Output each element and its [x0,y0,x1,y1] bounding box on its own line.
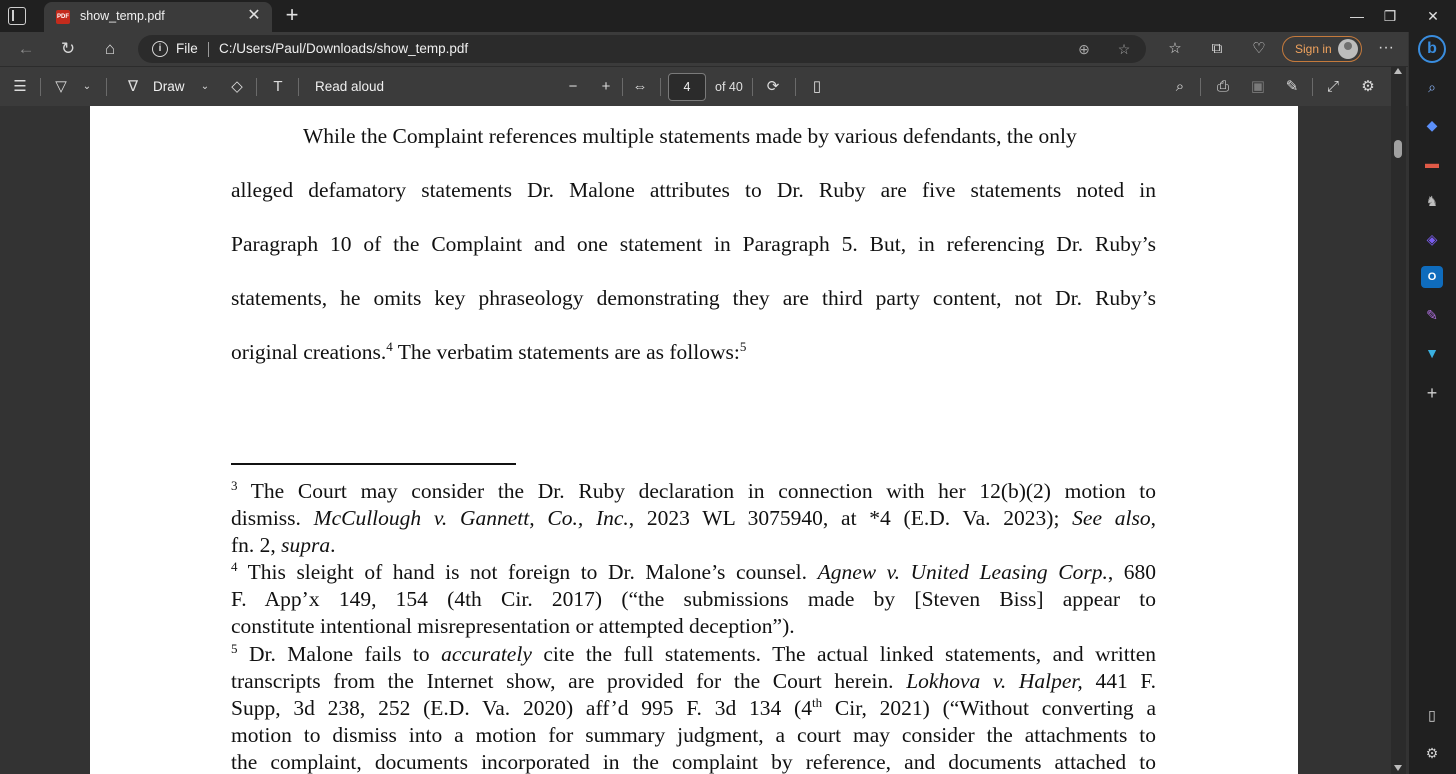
emphasis-text: accurately [441,642,532,666]
divider [256,78,257,96]
chevron-down-icon[interactable]: ⌄ [82,81,92,92]
favorites-icon[interactable]: ☆ [1168,40,1182,57]
close-tab-icon[interactable]: ✕ [247,7,261,24]
draw-button[interactable]: Draw [153,79,185,94]
vertical-scrollbar[interactable] [1391,66,1406,774]
pdf-page [90,106,1298,774]
body-text: original creations. [231,340,387,364]
performance-icon[interactable]: ♡ [1252,40,1266,57]
footnote-line [231,505,1156,532]
footnote-line [231,668,1156,695]
body-line: statements, he omits key phraseology demonstrating they are third party content, not Dr. Ruby’s [231,286,1156,310]
sign-in-button[interactable] [1282,36,1362,62]
tab-show-temp[interactable] [44,2,272,32]
body-line: alleged defamatory statements Dr. Malone attributes to Dr. Ruby are five statements noted in [231,178,1156,202]
save-as-icon[interactable]: ✎ [1285,78,1299,95]
footnote-number: 4 [231,559,238,574]
divider [40,78,41,96]
footnote-text: dismiss. [231,506,314,530]
rotate-icon[interactable]: ⟳ [766,78,780,95]
address-toolbar [0,32,1408,66]
divider [795,78,796,96]
case-citation: Lokhova v. Halper, [906,669,1083,693]
body-line: While the Complaint references multiple statements made by various defendants, the only [303,124,1077,148]
footnote-line: the complaint, documents incorporated in the complaint by reference, and documents attached to [231,750,1156,774]
info-icon[interactable]: i [152,41,168,57]
footnote-text: Cir, 2021) (“Without converting a [822,696,1156,720]
favorite-star-icon[interactable]: ☆ [1117,41,1131,57]
title-bar [0,0,1456,32]
footnote-line [231,478,1156,505]
ordinal-suffix: th [811,695,823,710]
scroll-thumb[interactable] [1394,140,1402,158]
sign-in-label: Sign in [1295,42,1332,56]
footnote-line: constitute intentional misrepresentation or attempted deception”). [231,614,795,638]
footnote-text: , 680 [1107,560,1157,584]
divider [1312,78,1313,96]
avatar [1338,39,1358,59]
url-text[interactable]: C:/Users/Paul/Downloads/show_temp.pdf [219,41,469,56]
footnote-separator [231,463,516,465]
footnote-text: This sleight of hand is not foreign to Dr. Malone’s counsel. [237,560,818,584]
divider [752,78,753,96]
close-window-icon[interactable]: ✕ [1427,8,1439,24]
pdf-toolbar [0,66,1408,106]
footnote-text: The Court may consider the Dr. Ruby declaration in connection with her 12(b)(2) motion to [237,479,1156,503]
divider [622,78,623,96]
footnote-text: , [1150,506,1156,530]
body-line [231,340,746,365]
edge-sidebar [1408,32,1456,774]
scroll-down-arrow-icon[interactable] [1394,765,1402,771]
collections-icon[interactable]: ⧉ [1211,40,1223,57]
footnote-ref-4[interactable]: 4 [386,339,393,354]
refresh-icon[interactable]: ↻ [60,39,76,58]
print-icon[interactable]: ⎙ [1216,78,1229,95]
eraser-icon[interactable]: ◇ [231,78,243,95]
footnote-line [231,532,336,559]
fullscreen-icon[interactable]: ⤢ [1326,78,1339,95]
scroll-up-arrow-icon[interactable] [1394,68,1402,74]
page-view-icon[interactable]: ▯ [812,78,822,95]
settings-icon[interactable]: ⚙ [1361,78,1375,95]
footnote-text: Dr. Malone fails to [237,642,442,666]
body-text: The verbatim statements are as follows: [392,340,740,364]
hide-sidebar-icon[interactable]: ▯ [1428,707,1436,723]
divider [106,78,107,96]
footnote-line [231,559,1156,586]
back-icon[interactable]: ← [17,39,35,58]
home-icon[interactable]: ⌂ [104,39,116,58]
tab-title: show_temp.pdf [80,9,165,23]
page-number-input[interactable]: 4 [668,73,706,101]
minimize-icon[interactable]: — [1350,8,1364,24]
more-options-icon[interactable]: ··· [1378,39,1394,56]
outlook-icon[interactable]: O [1421,266,1443,288]
save-icon[interactable]: ▣ [1250,78,1266,95]
tools-icon[interactable]: ▬ [1425,155,1439,171]
footnote-text: cite the full statements. The actual linked statements, and written [531,642,1156,666]
add-app-icon[interactable]: + [1426,383,1438,403]
new-tab-icon[interactable]: + [285,2,299,27]
designer-icon[interactable]: ✎ [1426,307,1438,323]
contents-list-icon[interactable]: ☰ [13,78,27,95]
footnote-text: . [330,533,336,557]
shopping-tag-icon[interactable]: ◆ [1426,117,1438,133]
search-icon[interactable]: ⌕ [1175,78,1185,95]
page-total: of 40 [715,80,743,94]
fit-width-icon[interactable]: ⇔ [632,78,648,95]
case-citation: McCullough v. Gannett, Co., Inc. [313,506,629,530]
footnote-line [231,641,1156,668]
divider [660,78,661,96]
zoom-icon[interactable]: ⊕ [1078,41,1090,57]
case-citation: Agnew v. United Leasing Corp. [817,560,1108,584]
drop-icon[interactable]: ▼ [1425,345,1439,361]
text-box-icon[interactable]: T [273,78,283,95]
footnote-line [231,695,1156,722]
highlight-icon[interactable]: ▽ [55,78,67,95]
draw-icon[interactable]: ∇ [127,78,139,95]
pdf-file-icon: PDF [56,10,70,24]
signal-text: supra [281,533,331,557]
body-line: Paragraph 10 of the Complaint and one statement in Paragraph 5. But, in referencing Dr. Ruby’s [231,232,1156,256]
divider [298,78,299,96]
footnote-text: Supp, 3d 238, 252 (E.D. Va. 2020) aff’d 995 F. 3d 134 (4 [231,696,812,720]
address-bar[interactable] [138,35,1146,63]
tab-actions-icon[interactable] [8,7,26,25]
sidebar-search-icon[interactable]: ⌕ [1428,79,1436,95]
restore-icon[interactable]: ❐ [1383,8,1397,24]
footnote-line: F. App’x 149, 154 (4th Cir. 2017) (“the submissions made by [Steven Biss] appear to [231,587,1156,611]
footnote-text: fn. 2, [231,533,282,557]
footnote-text: , 2023 WL 3075940, at *4 (E.D. Va. 2023); [628,506,1073,530]
zoom-out-icon[interactable]: − [568,78,578,95]
document-viewport[interactable] [0,106,1408,774]
read-aloud-button[interactable]: Read aloud [315,79,385,94]
bing-copilot-icon[interactable]: b [1418,35,1446,63]
sidebar-settings-icon[interactable]: ⚙ [1425,745,1439,761]
scheme-label: File [176,41,198,56]
divider [208,42,209,57]
footnote-line: motion to dismiss into a motion for summary judgment, a court may consider the attachments to [231,723,1156,747]
footnote-text: 441 F. [1082,669,1156,693]
footnote-text: transcripts from the Internet show, are provided for the Court herein. [231,669,907,693]
chevron-down-icon[interactable]: ⌄ [200,81,210,92]
divider [1200,78,1201,96]
copilot-icon[interactable]: ◈ [1426,231,1438,247]
zoom-in-icon[interactable]: + [601,78,611,95]
footnote-number: 5 [231,641,238,656]
footnote-ref-5[interactable]: 5 [739,339,747,354]
signal-text: See also [1072,506,1151,530]
games-icon[interactable]: ♞ [1425,193,1439,209]
footnote-number: 3 [231,478,238,493]
